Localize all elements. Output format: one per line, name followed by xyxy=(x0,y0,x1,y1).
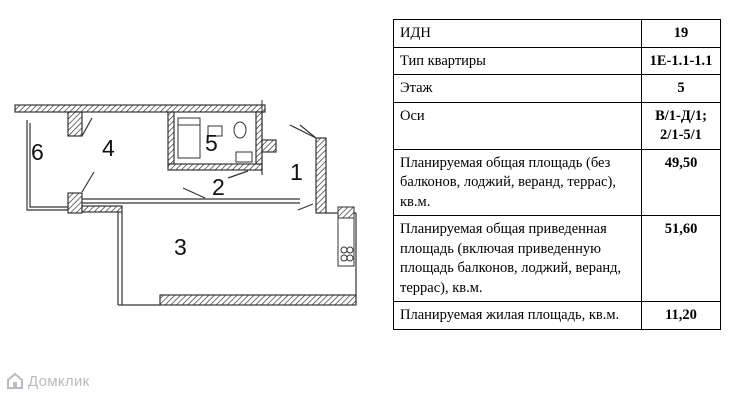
room-label-2: 2 xyxy=(212,174,225,200)
spec-label: Этаж xyxy=(394,75,642,103)
spec-label: Тип квартиры xyxy=(394,47,642,75)
spec-value: 49,50 xyxy=(642,149,721,216)
table-row xyxy=(394,75,721,103)
table-row xyxy=(394,302,721,330)
table-row xyxy=(394,216,721,302)
spec-label: Планируемая жилая площадь, кв.м. xyxy=(394,302,642,330)
room-label-6: 6 xyxy=(31,139,44,165)
spec-value: 5 xyxy=(642,75,721,103)
spec-label: Планируемая общая приведенная площадь (включая приведенную площадь балконов, лоджий, веранд, террас), кв.м. xyxy=(394,216,642,302)
spec-label: ИДН xyxy=(394,20,642,48)
watermark-text: Домклик xyxy=(28,372,90,390)
table-row xyxy=(394,47,721,75)
spec-label: Планируемая общая площадь (без балконов, лоджий, веранд, террас), кв.м. xyxy=(394,149,642,216)
balcony-outline xyxy=(27,120,70,210)
house-icon xyxy=(6,372,24,390)
exterior-walls xyxy=(15,105,356,305)
room-label-3: 3 xyxy=(174,234,187,260)
room-label-5: 5 xyxy=(205,130,218,156)
interior-walls xyxy=(82,112,356,305)
apartment-spec-table xyxy=(393,19,721,330)
spec-value: 1Е-1.1-1.1 xyxy=(642,47,721,75)
table-row xyxy=(394,20,721,48)
table-row xyxy=(394,102,721,149)
room-label-1: 1 xyxy=(290,159,303,185)
kitchen-counter xyxy=(338,207,354,266)
table-row xyxy=(394,149,721,216)
bathroom-walls xyxy=(168,112,276,170)
spec-value: 19 xyxy=(642,20,721,48)
room-label-4: 4 xyxy=(102,135,115,161)
watermark xyxy=(6,372,90,390)
spec-value: 51,60 xyxy=(642,216,721,302)
spec-label: Оси xyxy=(394,102,642,149)
spec-value: 11,20 xyxy=(642,302,721,330)
spec-value: В/1-Д/1; 2/1-5/1 xyxy=(642,102,721,149)
